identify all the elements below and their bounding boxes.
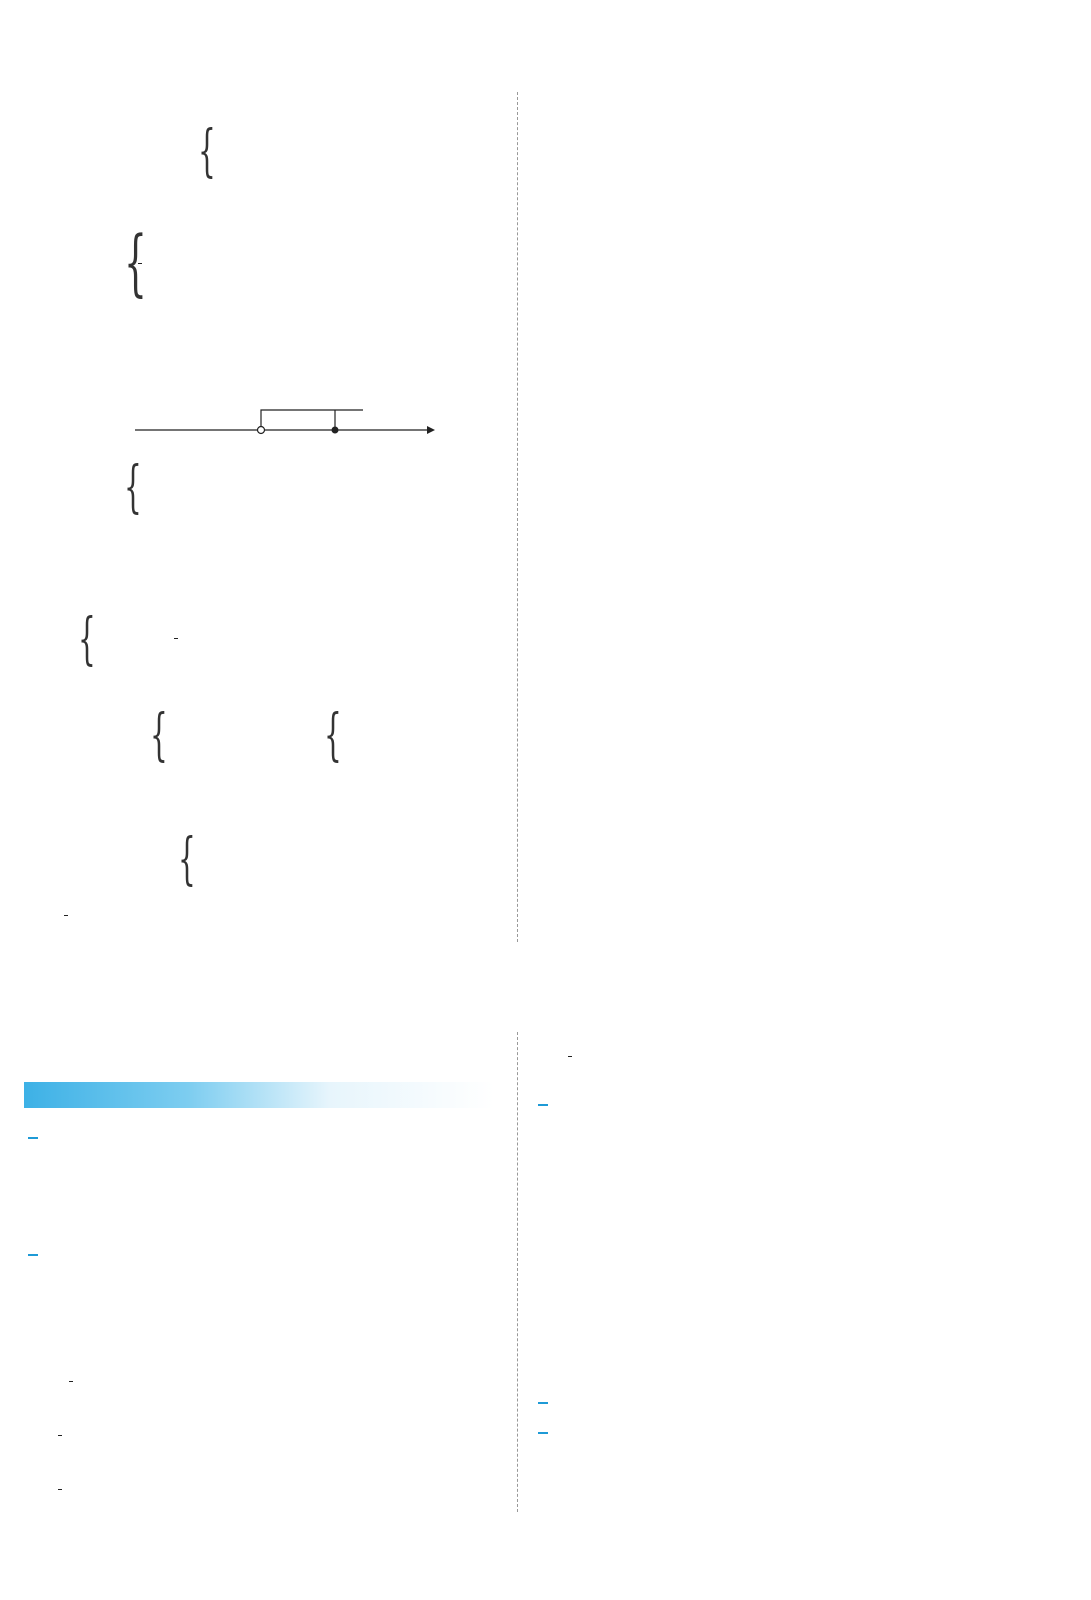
brace-icon: { — [324, 703, 342, 768]
question-head — [538, 1090, 554, 1112]
section-title — [162, 1028, 214, 1059]
exercise-banner — [24, 1082, 494, 1108]
brace-icon: { — [124, 455, 142, 520]
brace-icon: { — [78, 607, 96, 672]
page-header — [992, 48, 1013, 69]
chapter-title — [0, 978, 1091, 1011]
q3-fraction-line — [566, 1045, 574, 1067]
answer-box — [28, 1254, 38, 1256]
q3-fraction-line — [56, 1478, 64, 1500]
fraction — [174, 638, 178, 639]
text-line — [62, 904, 70, 926]
q3-answer — [28, 1327, 55, 1349]
q3-fraction-line — [56, 1424, 64, 1446]
q21-label — [32, 248, 43, 270]
number-line — [135, 398, 435, 458]
column-divider-bottom — [517, 1032, 518, 1512]
column-divider-top — [517, 92, 518, 942]
q22-label — [32, 478, 43, 500]
fraction — [64, 915, 68, 916]
brace-icon: { — [178, 827, 196, 892]
question-head — [538, 1418, 554, 1440]
question-head — [28, 1123, 44, 1145]
answer-box — [28, 1137, 38, 1139]
brace-icon: { — [150, 703, 168, 768]
question-head — [28, 1240, 44, 1262]
text-line — [172, 627, 180, 649]
answer-box — [538, 1432, 548, 1434]
q23-label — [32, 679, 54, 701]
q3-fraction-line — [56, 1370, 75, 1392]
q5-head — [538, 1328, 570, 1350]
fraction — [138, 263, 142, 264]
q6-head — [538, 1388, 554, 1410]
q24-label — [538, 253, 549, 275]
system-line — [136, 252, 144, 274]
brace-icon: { — [124, 220, 147, 304]
brace-icon: { — [198, 119, 216, 184]
answer-box — [538, 1104, 548, 1106]
